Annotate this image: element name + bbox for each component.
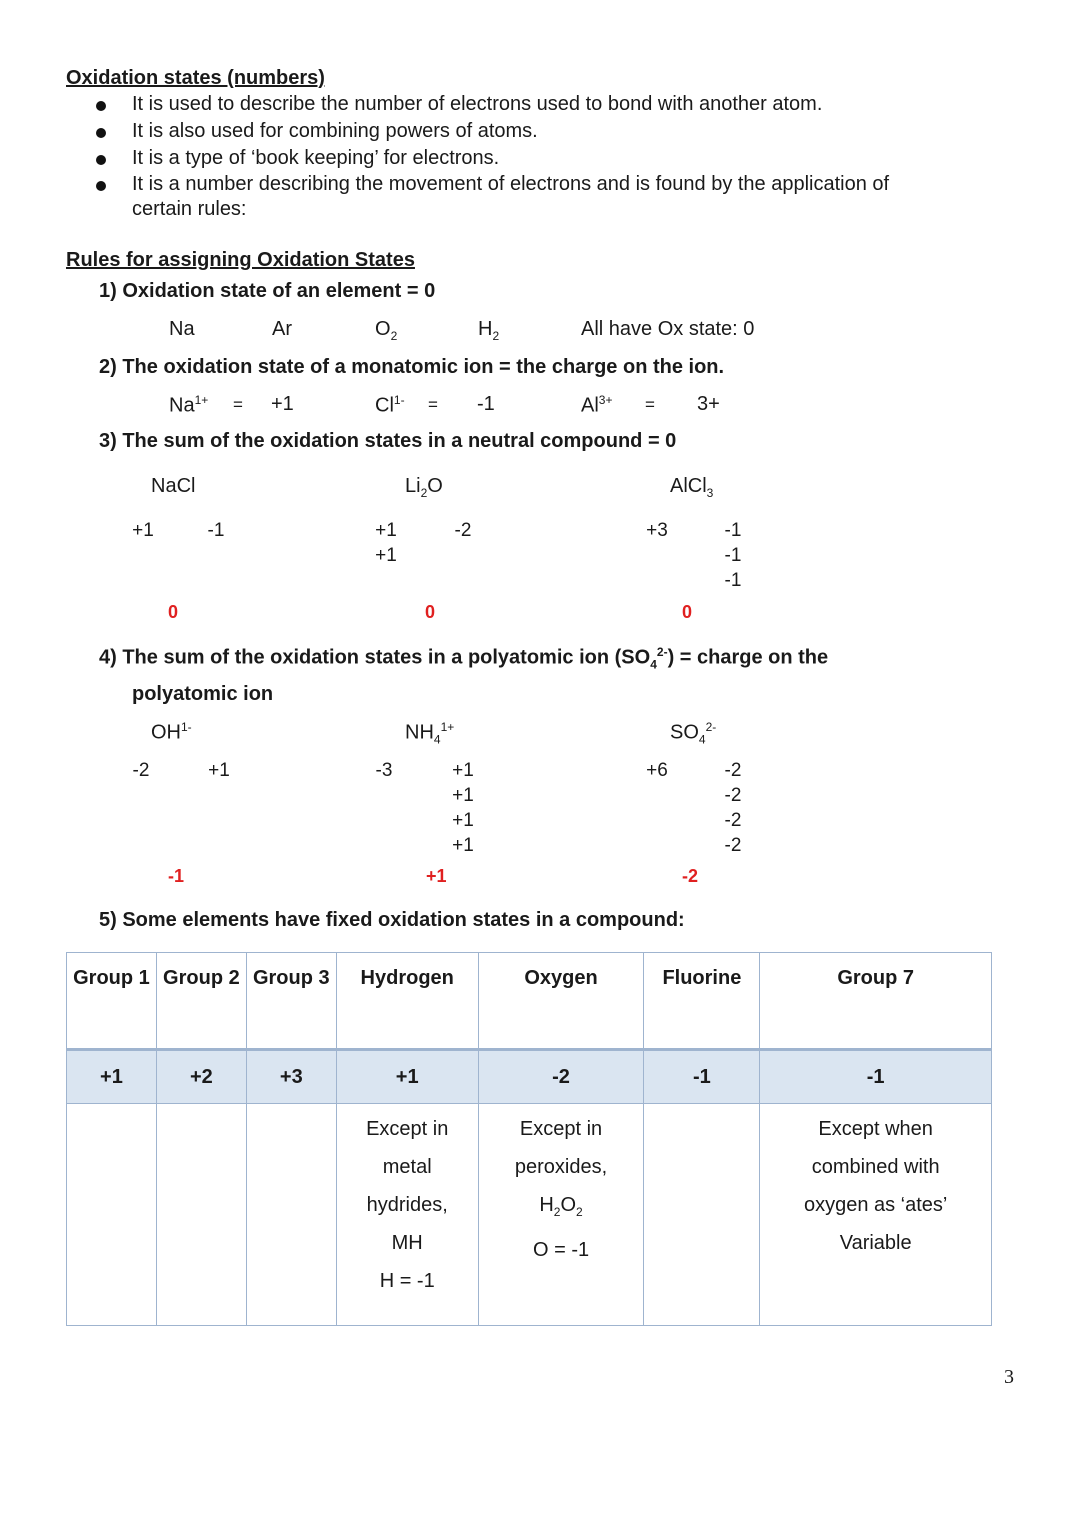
bullet-text-continued: certain rules: xyxy=(132,198,247,220)
ion-al-value: 3+ xyxy=(697,393,720,415)
ox-number: -2 xyxy=(724,835,742,856)
rule-1-title: 1) Oxidation state of an element = 0 xyxy=(99,280,436,302)
sum-total: 0 xyxy=(425,602,436,622)
ox-number: +1 xyxy=(452,785,474,806)
ion-cl-value: -1 xyxy=(477,393,495,415)
ion-oh: $OH^{1-}$ xyxy=(151,720,192,744)
bullet-dot xyxy=(96,181,106,191)
ox-number: -1 xyxy=(724,520,742,541)
rule-2-title: 2) The oxidation state of a monatomic ion = the charge on the ion. xyxy=(99,356,725,378)
header-cell: Oxygen xyxy=(478,953,644,1050)
sum-total: 0 xyxy=(682,602,693,622)
table-exception-row xyxy=(67,1104,992,1326)
ion-na: $Na^{1+}$ xyxy=(169,393,209,417)
header-cell: Group 2 xyxy=(156,953,246,1050)
ox-number: -2 xyxy=(724,785,742,806)
sum-total: +1 xyxy=(426,866,447,886)
ox-number: +1 xyxy=(452,810,474,831)
value-cell: +1 xyxy=(67,1050,157,1104)
ox-number: -1 xyxy=(207,520,225,541)
ox-number: -2 xyxy=(724,810,742,831)
table-value-row xyxy=(67,1050,992,1104)
ox-number: -1 xyxy=(724,570,742,591)
value-cell: -2 xyxy=(478,1050,644,1104)
example-ar: Ar xyxy=(272,318,292,340)
exception-cell xyxy=(67,1104,157,1326)
ox-number: +1 xyxy=(452,760,474,781)
ion-al: $Al^{3+}$ xyxy=(581,393,613,417)
ox-number: +3 xyxy=(646,520,668,541)
compound-li2o: $Li_2O$ xyxy=(405,475,443,500)
bullet-text: It is a number describing the movement of electrons and is found by the application of xyxy=(132,173,890,195)
sum-total: 0 xyxy=(168,602,179,622)
bullet-text: It is used to describe the number of electrons used to bond with another atom. xyxy=(132,93,823,115)
ion-so4: $SO_4^{2-}$ xyxy=(670,720,717,747)
value-cell: +3 xyxy=(246,1050,336,1104)
fixed-oxidation-states-table xyxy=(66,952,992,1326)
header-cell: Group 3 xyxy=(246,953,336,1050)
ox-number: +1 xyxy=(132,520,154,541)
equals-sign: = xyxy=(428,395,438,414)
page-number: 3 xyxy=(1004,1366,1014,1388)
ion-nh4: $NH_4^{1+}$ xyxy=(405,720,455,747)
exception-cell xyxy=(246,1104,336,1326)
header-cell: Group 7 xyxy=(760,953,992,1050)
compound-alcl3: AlCl$_3$ xyxy=(670,475,714,500)
ox-number: +1 xyxy=(208,760,230,781)
table-header-row xyxy=(67,953,992,1050)
ion-cl: $Cl^{1-}$ xyxy=(375,393,405,417)
ox-number: +1 xyxy=(375,520,397,541)
ox-number: -2 xyxy=(454,520,472,541)
rule-3-title: 3) The sum of the oxidation states in a neutral compound = 0 xyxy=(99,430,677,452)
section-heading-oxidation-states: Oxidation states (numbers) xyxy=(66,67,325,89)
bullet-dot xyxy=(96,101,106,111)
exception-cell-group7: Except when combined with oxygen as ‘ates’ Variable xyxy=(760,1104,992,1326)
value-cell: +2 xyxy=(156,1050,246,1104)
exception-cell-oxygen: Except in peroxides, $H_2O_2$ O = -1 xyxy=(478,1104,644,1326)
bullet-dot xyxy=(96,155,106,165)
value-cell: +1 xyxy=(336,1050,478,1104)
bullet-text: It is a type of ‘book keeping’ for electrons. xyxy=(132,147,500,169)
bullet-text: It is also used for combining powers of atoms. xyxy=(132,120,538,142)
rule-4-title: 4) The sum of the oxidation states in a polyatomic ion $(SO_4^{2-})$ = charge on the xyxy=(99,645,829,672)
value-cell: -1 xyxy=(760,1050,992,1104)
equals-sign: = xyxy=(233,395,243,414)
section-heading-rules: Rules for assigning Oxidation States xyxy=(66,249,415,271)
header-cell: Group 1 xyxy=(67,953,157,1050)
ion-na-value: +1 xyxy=(271,393,294,415)
value-cell: -1 xyxy=(644,1050,760,1104)
sum-total: -2 xyxy=(682,866,699,886)
example-o2: $O_2$ xyxy=(375,318,398,343)
ox-number: +1 xyxy=(375,545,397,566)
ox-number: -2 xyxy=(724,760,742,781)
rule-5-title: 5) Some elements have fixed oxidation states in a compound: xyxy=(99,909,685,931)
equals-sign: = xyxy=(645,395,655,414)
example-note: All have Ox state: 0 xyxy=(581,318,755,340)
example-h2: $H_2$ xyxy=(478,318,500,343)
rule-4-title-continued: polyatomic ion xyxy=(132,683,274,705)
bullet-dot xyxy=(96,128,106,138)
sum-total: -1 xyxy=(168,866,185,886)
ox-number: -3 xyxy=(375,760,393,781)
ox-number: +6 xyxy=(646,760,668,781)
ox-number: -1 xyxy=(724,545,742,566)
ox-number: +1 xyxy=(452,835,474,856)
ox-number: -2 xyxy=(132,760,150,781)
header-cell: Hydrogen xyxy=(336,953,478,1050)
compound-nacl: NaCl xyxy=(151,475,196,497)
exception-cell xyxy=(644,1104,760,1326)
exception-cell-hydrogen: Except in metal hydrides, MH H = -1 xyxy=(336,1104,478,1326)
exception-cell xyxy=(156,1104,246,1326)
header-cell: Fluorine xyxy=(644,953,760,1050)
example-na: Na xyxy=(169,318,195,340)
